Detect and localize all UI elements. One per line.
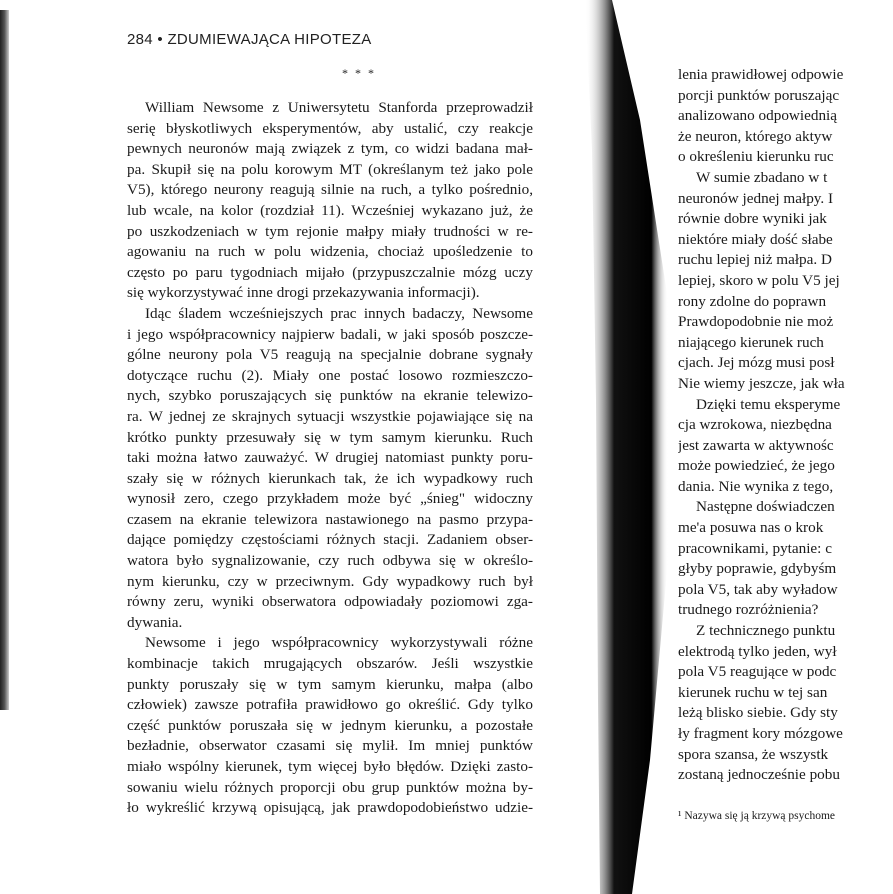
text-line: część punktów poruszała się w jednym kierunku, a pozostałe xyxy=(127,716,533,734)
text-line: me'a posuwa nas o krok xyxy=(678,519,824,537)
text-line: głyby poprawie, gdybyśm xyxy=(678,560,837,578)
text-line: równy zeru, wyniki obserwatora odpowiadały poziomowi zga- xyxy=(127,593,533,611)
text-line: pola V5, tak aby wyładow xyxy=(678,580,838,598)
text-line: wynosił zero, czego przykładem może być „śnieg" widoczny xyxy=(127,490,533,508)
text-line: Dzięki temu eksperyme xyxy=(696,395,841,413)
text-line: może powiedzieć, że jego xyxy=(678,457,835,475)
text-line: lub wcale, na kolor (rozdział 11). Wcześniej wykazano już, że xyxy=(127,201,533,219)
text-line: spora szansa, że wszystk xyxy=(678,745,829,763)
text-line: cjach. Jej mózg musi posł xyxy=(678,354,835,372)
text-line: trudnego rozróżnienia? xyxy=(678,601,819,619)
text-line: analizowano odpowiednią xyxy=(678,107,837,125)
text-line: agowaniu na ruch w polu widzenia, chociaż upośledzenie to xyxy=(127,243,533,261)
text-line: równie dobre wyniki jak xyxy=(678,210,827,228)
text-line: Idąc śladem wcześniejszych prac innych badaczy, Newsome xyxy=(145,304,533,322)
left-page-text xyxy=(127,98,533,819)
text-line: pewnych neuronów mają związek z tym, co widzi badana mał- xyxy=(127,140,533,158)
text-line: elektrodą tylko jeden, wył xyxy=(678,642,837,660)
text-line: o określeniu kierunku ruc xyxy=(678,148,834,166)
text-line: serię błyskotliwych eksperymentów, aby ustalić, czy reakcje xyxy=(127,119,533,137)
text-line: dania. Nie wynika z tego, xyxy=(678,477,834,495)
text-line: krótko punkty przesuwały się w tym samym kierunku. Ruch xyxy=(127,428,533,446)
text-line: dotyczące ruchu (2). Miały one postać losowo rozmieszczo- xyxy=(127,366,533,384)
text-line: porcji punktów poruszając xyxy=(678,86,840,104)
section-break: * * * xyxy=(342,66,376,80)
text-line: się wykorzystywać inne drogi przekazywania informacji). xyxy=(127,284,480,302)
text-line: V5), którego neurony reagują silnie na ruch, a tylko pośrednio, xyxy=(127,181,533,199)
text-line: leżą blisko siebie. Gdy sty xyxy=(678,704,838,722)
text-line: pola V5 reagujące w podc xyxy=(678,663,837,681)
text-line: Z technicznego punktu xyxy=(696,622,836,640)
text-line: niającego kierunek ruch xyxy=(678,333,824,351)
text-line: niektóre miały dość słabe xyxy=(678,230,833,248)
text-line: człowiek) zawsze potrafiła prawidłowo go określić. Gdy tylko xyxy=(127,696,533,714)
text-line: punkty poruszały się w tym samym kierunku, małpa (albo xyxy=(127,675,533,693)
text-line: neuronów jednej małpy. I xyxy=(678,189,834,207)
running-title: ZDUMIEWAJĄCA HIPOTEZA xyxy=(167,31,372,48)
text-line: miało wspólny kierunek, tym więcej było błędów. Dzięki zasto- xyxy=(127,758,533,775)
text-line: czasem na ekranie telewizora nastawionego na pasmo przypa- xyxy=(127,510,533,528)
text-line: watora było sygnalizowanie, czy ruch odbywa się w określo- xyxy=(127,552,533,570)
text-line: Newsome i jego współpracownicy wykorzystywali różne xyxy=(145,634,533,652)
text-line: pracownikami, pytanie: c xyxy=(678,539,832,557)
text-line: gólne neurony pola V5 reagują na specjalnie dobrane sygnały xyxy=(127,346,533,364)
text-line: nych, szybko poruszających się punktów na ekranie telewizo- xyxy=(127,387,533,405)
text-line: że neuron, którego aktyw xyxy=(678,127,833,145)
text-line: lenia prawidłowej odpowie xyxy=(678,66,844,83)
text-line: Następne doświadczen xyxy=(696,498,835,516)
text-line: Nie wiemy jeszcze, jak wła xyxy=(678,374,845,392)
page-number: 284 xyxy=(127,31,153,48)
text-line: często po paru tygodniach mijało (przypuszczalnie mózg uczy xyxy=(127,263,533,281)
text-line: taki można łatwo zauważyć. W drugiej natomiast punkty poru- xyxy=(127,449,533,467)
text-line: jest zawarta w aktywnośc xyxy=(678,436,834,454)
text-line: W sumie zbadano w t xyxy=(696,168,828,186)
text-line: bezładnie, obserwator czasami się mylił. Im mniej punktów xyxy=(127,737,533,755)
text-line: kierunek ruchu w tej san xyxy=(678,683,828,701)
text-line: lepiej, skoro w polu V5 jej xyxy=(678,271,840,289)
text-line: rony zdolne do poprawn xyxy=(678,292,827,310)
text-line: ło wykreślić krzywą opisującą, jak prawdopodobieństwo udzie- xyxy=(127,799,533,817)
header-separator: • xyxy=(157,31,163,48)
text-line: zostaną jednocześnie pobu xyxy=(678,766,840,784)
right-page-text xyxy=(678,65,893,795)
text-line: William Newsome z Uniwersytetu Stanforda przeprowadził xyxy=(145,99,533,116)
text-line: Prawdopodobnie nie moż xyxy=(678,313,834,331)
text-line: pa. Skupił się na polu korowym MT (określanym też jako pole xyxy=(127,160,533,178)
text-line: szały się w różnych kierunkach tak, że ich wypadkowy ruch xyxy=(127,469,533,487)
text-line: cja wzrokowa, niezbędna xyxy=(678,416,832,434)
text-line: kombinacje takich mrugających obszarów. Jeśli wszystkie xyxy=(127,655,533,673)
text-line: dywania. xyxy=(127,613,183,631)
text-line: dające pomiędzy częstościami różnych stacji. Zadaniem obser- xyxy=(127,531,533,549)
text-line: ra. W jednej ze skrajnych sytuacji wszystkie pojawiające się na xyxy=(127,407,533,425)
text-line: po uszkodzeniach w tym rejonie małpy miały trudności w re- xyxy=(127,222,533,240)
text-line: nym kierunku, czy w przeciwnym. Gdy wypadkowy ruch był xyxy=(127,572,533,590)
text-line: ruchu lepiej niż małpa. D xyxy=(678,251,832,269)
footnote: ¹ Nazywa się ją krzywą psychome xyxy=(678,810,836,822)
text-line: i jego współpracownicy najpierw badali, w jaki sposób poszcze- xyxy=(127,325,533,343)
text-line: sowaniu wielu różnych proporcji obu grup punktów można by- xyxy=(127,778,533,796)
text-line: ły fragment kory mózgowe xyxy=(678,725,843,742)
running-header xyxy=(127,31,372,48)
